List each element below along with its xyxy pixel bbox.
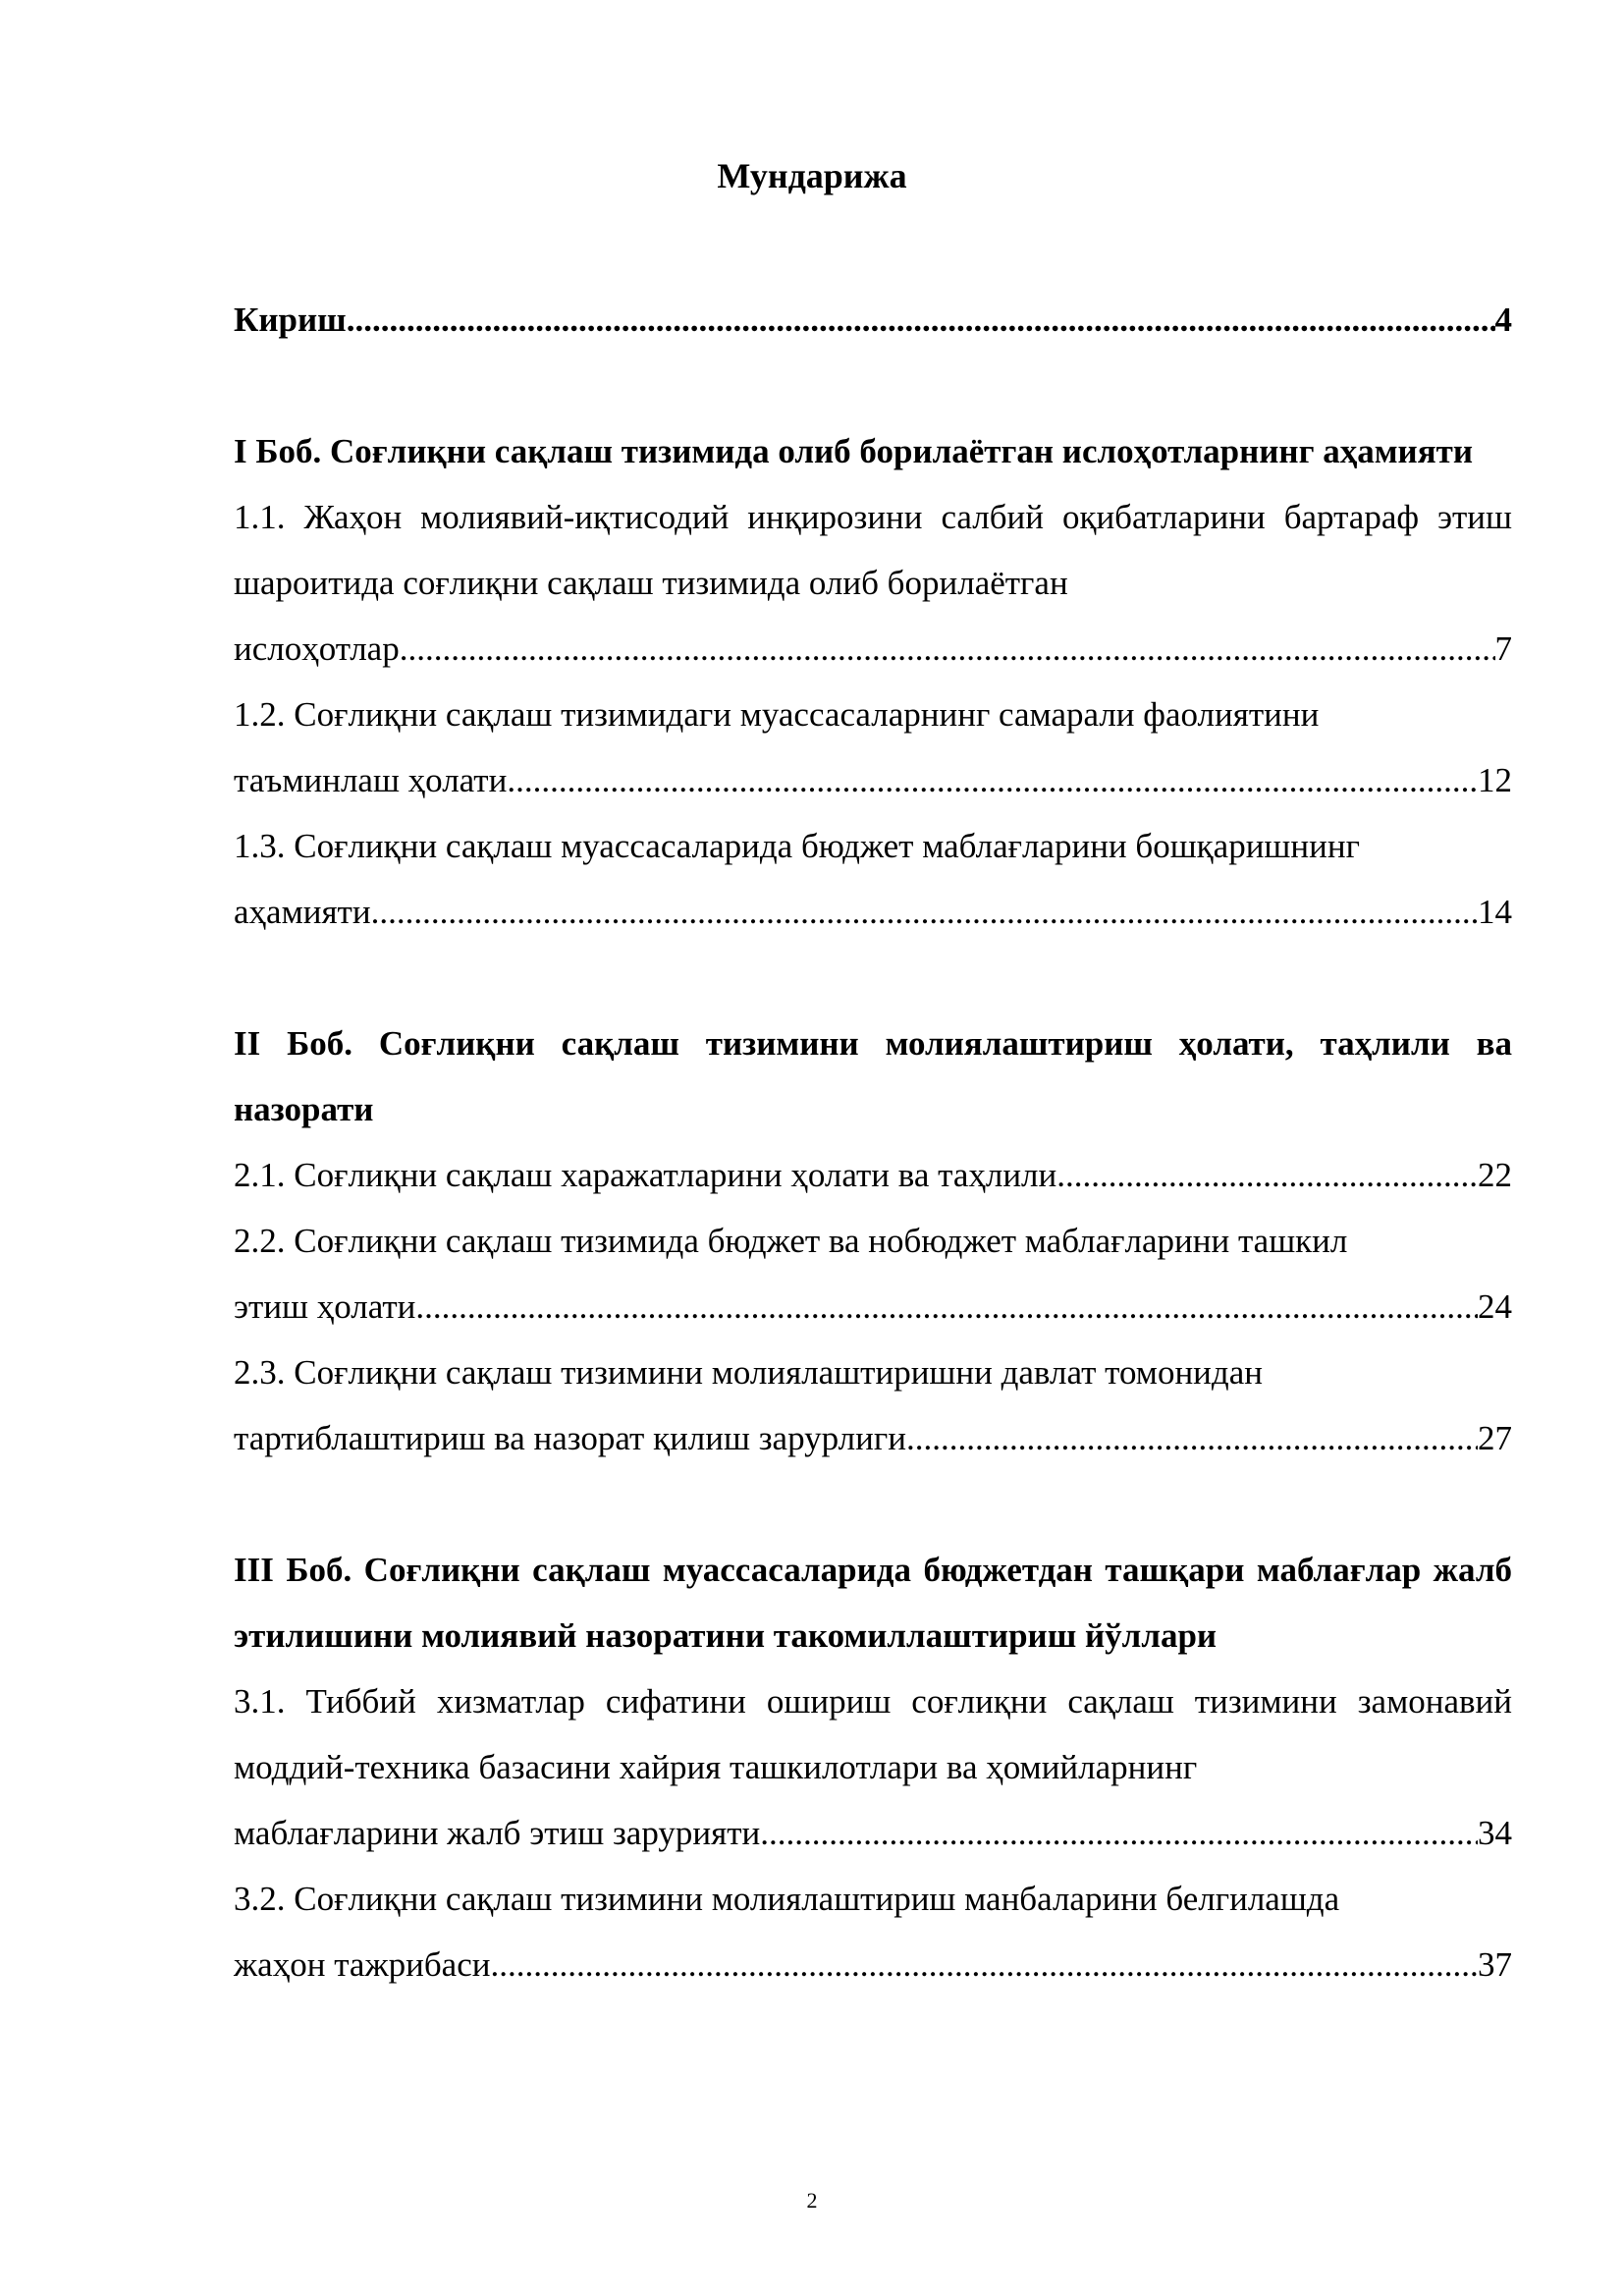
toc-leader-dots xyxy=(1056,1142,1478,1208)
toc-section-1-2[interactable] xyxy=(234,682,1512,813)
toc-section-text: 3.2. Соғлиқни сақлаш тизимини молиялаштириш манбаларини белгилашда xyxy=(234,1880,1340,1918)
toc-section-text-end: жаҳон тажрибаси xyxy=(234,1945,491,1984)
toc-section-lastline xyxy=(234,616,1512,682)
chapter-heading[interactable]: I Боб. Соғлиқни сақлаш тизимида олиб борилаётган ислоҳотларнинг аҳамияти xyxy=(234,432,1474,470)
toc-section-1-3[interactable] xyxy=(234,813,1512,945)
toc-section-text-end: тартиблаштириш ва назорат қилиш зарурлиги xyxy=(234,1419,906,1457)
toc-section-text-end: ислоҳотлар xyxy=(234,629,400,668)
toc-leader-dots xyxy=(760,1800,1478,1866)
chapter-heading[interactable]: III Боб. Соғлиқни сақлаш муассасаларида бюджетдан ташқари маблағлар жалб этилишини молиявий назоратини такомиллаштириш йўллари xyxy=(234,1551,1512,1655)
page-number: 2 xyxy=(806,2188,818,2213)
toc-section-lastline xyxy=(234,1405,1512,1471)
toc-section-text-end: таъминлаш ҳолати xyxy=(234,761,508,799)
toc-page-number: 24 xyxy=(1478,1287,1512,1326)
toc-entry-text: Кириш xyxy=(234,301,347,339)
toc-leader-dots xyxy=(490,1932,1478,1997)
toc-section-text-end: 2.1. Соғлиқни сақлаш харажатларини ҳолати ва таҳлили xyxy=(234,1156,1057,1194)
toc-page-number: 34 xyxy=(1478,1814,1512,1852)
toc-section-text-end: этиш ҳолати xyxy=(234,1287,416,1326)
toc-section-text: 1.2. Соғлиқни сақлаш тизимидаги муассасаларнинг самарали фаолиятини xyxy=(234,695,1320,734)
toc-section-text: 1.1. Жаҳон молиявий-иқтисодий инқирозини салбий оқибатларини бартараф этиш шароитида соғлиқни сақлаш тизимида олиб борилаётган xyxy=(234,498,1512,602)
toc-section-lastline xyxy=(234,1932,1512,1997)
chapter-heading[interactable]: II Боб. Соғлиқни сақлаш тизимини молиялаштириш ҳолати, таҳлили ва назорати xyxy=(234,1024,1512,1128)
toc-section-3-1[interactable] xyxy=(234,1668,1512,1866)
toc-section-text-end: аҳамияти xyxy=(234,893,371,931)
toc-leader-dots xyxy=(400,616,1495,682)
toc-section-lastline xyxy=(234,1142,1512,1208)
toc-section-lastline xyxy=(234,747,1512,813)
toc-leader-dots xyxy=(347,287,1495,353)
toc-section-1-1[interactable] xyxy=(234,484,1512,682)
toc-section-2-3[interactable] xyxy=(234,1339,1512,1471)
toc-page-number: 22 xyxy=(1478,1156,1512,1194)
toc-page-number: 7 xyxy=(1494,629,1512,668)
toc-page-number: 37 xyxy=(1478,1945,1512,1984)
toc-leader-dots xyxy=(906,1405,1478,1471)
toc-section-lastline xyxy=(234,879,1512,945)
toc-page-number: 12 xyxy=(1478,761,1512,799)
toc-leader-dots xyxy=(371,879,1478,945)
page-title: Мундарижа xyxy=(717,156,907,195)
toc-section-3-2[interactable] xyxy=(234,1866,1512,1997)
toc-section-2-1[interactable] xyxy=(234,1142,1512,1208)
table-of-contents xyxy=(234,287,1512,1997)
toc-leader-dots xyxy=(507,747,1478,813)
toc-page-number: 27 xyxy=(1478,1419,1512,1457)
toc-section-text: 1.3. Соғлиқни сақлаш муассасаларида бюджет маблағларини бошқаришнинг xyxy=(234,827,1360,865)
toc-section-text: 2.2. Соғлиқни сақлаш тизимида бюджет ва нобюджет маблағларини ташкил xyxy=(234,1222,1348,1260)
toc-leader-dots xyxy=(415,1274,1478,1339)
toc-entry-intro[interactable] xyxy=(234,287,1512,353)
toc-page-number: 4 xyxy=(1494,301,1512,339)
toc-section-lastline xyxy=(234,1274,1512,1339)
toc-section-lastline xyxy=(234,1800,1512,1866)
toc-section-2-2[interactable] xyxy=(234,1208,1512,1339)
toc-section-text: 3.1. Тиббий хизматлар сифатини ошириш соғлиқни сақлаш тизимини замонавий моддий-техника базасини хайрия ташкилотлари ва ҳомийларнинг xyxy=(234,1682,1512,1786)
toc-section-text-end: маблағларини жалб этиш зарурияти xyxy=(234,1814,761,1852)
toc-section-text: 2.3. Соғлиқни сақлаш тизимини молиялаштиришни давлат томонидан xyxy=(234,1353,1263,1392)
toc-page-number: 14 xyxy=(1478,893,1512,931)
